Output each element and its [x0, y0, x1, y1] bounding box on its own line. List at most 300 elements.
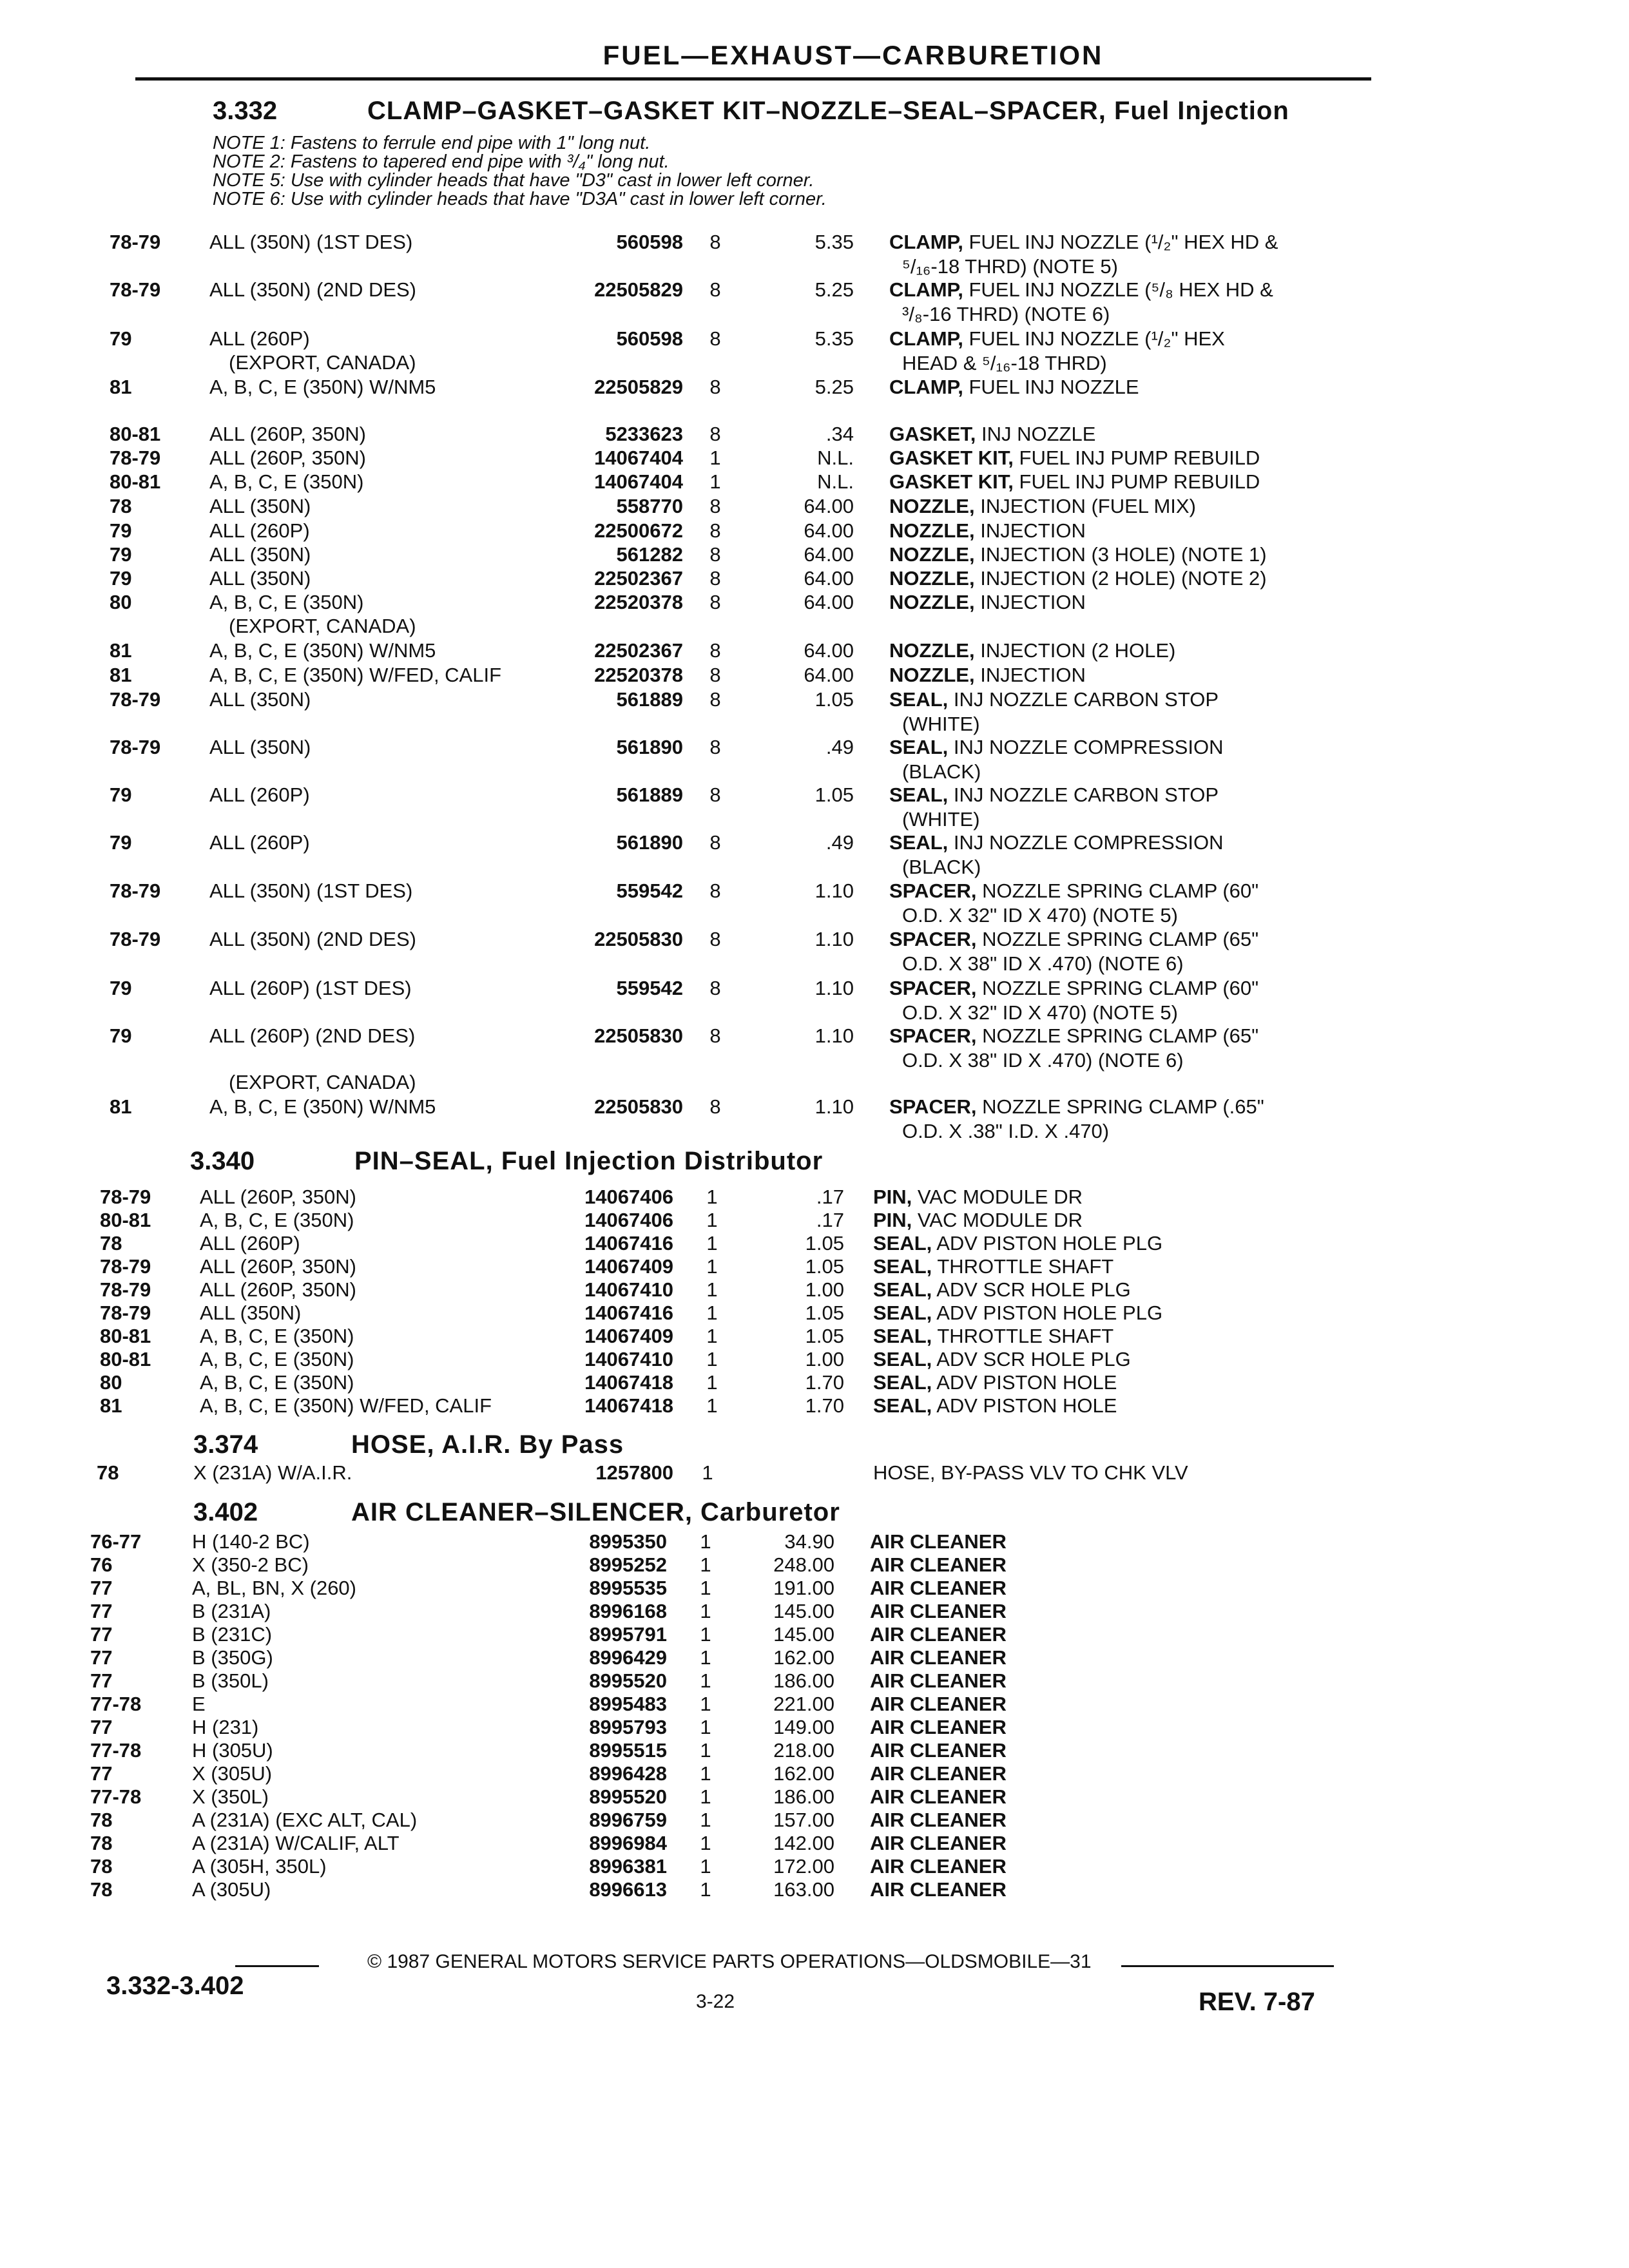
- model-application: A (305U): [192, 1878, 271, 1901]
- parts-row: [0, 1693, 1629, 1716]
- part-name: SEAL,: [873, 1394, 932, 1417]
- model-application: H (140-2 BC): [192, 1530, 310, 1553]
- quantity: 1: [706, 1348, 718, 1370]
- parts-row: [0, 1186, 1629, 1209]
- part-name: GASKET,: [889, 423, 976, 445]
- model-application: ALL (350N): [209, 688, 311, 711]
- model-years: 80: [110, 591, 132, 613]
- parts-row: [0, 1623, 1629, 1646]
- model-application-cont: (EXPORT, CANADA): [229, 615, 416, 637]
- price: 64.00: [804, 567, 854, 590]
- part-name: CLAMP,: [889, 278, 963, 301]
- part-name: PIN,: [873, 1209, 912, 1231]
- price: 1.00: [805, 1278, 844, 1301]
- part-number: 14067404: [594, 447, 683, 469]
- quantity: 1: [700, 1600, 711, 1622]
- section-heading-3374: [193, 1430, 624, 1459]
- price: 1.10: [815, 1095, 854, 1118]
- price: 64.00: [804, 591, 854, 613]
- price: 186.00: [773, 1785, 834, 1808]
- part-description: [870, 1669, 1007, 1693]
- part-detail: INJ NOZZLE CARBON STOP: [948, 783, 1219, 806]
- model-years: 78: [100, 1232, 122, 1254]
- model-years: 78: [110, 495, 132, 517]
- price: 1.05: [815, 688, 854, 711]
- part-description: [889, 567, 1267, 590]
- parts-row: [0, 567, 1629, 590]
- part-number: 561889: [616, 688, 683, 711]
- model-years: 76: [90, 1553, 113, 1576]
- parts-row: [0, 977, 1629, 1024]
- part-detail: FUEL INJ NOZZLE (¹/₂" HEX: [963, 327, 1225, 350]
- part-name: AIR CLEANER: [870, 1646, 1007, 1669]
- price: 149.00: [773, 1716, 834, 1738]
- header-divider: [135, 77, 1371, 81]
- part-name: AIR CLEANER: [870, 1623, 1007, 1646]
- model-years: 77: [90, 1600, 113, 1622]
- part-name: AIR CLEANER: [870, 1878, 1007, 1901]
- quantity: 1: [700, 1669, 711, 1692]
- model-application: A, B, C, E (350N) W/NM5: [209, 376, 436, 398]
- parts-row: [0, 519, 1629, 543]
- part-number: 560598: [616, 231, 683, 253]
- model-application: X (305U): [192, 1762, 273, 1785]
- note-line: NOTE 1: Fastens to ferrule end pipe with 1" long nut.: [213, 133, 651, 153]
- note-line: NOTE 5: Use with cylinder heads that have "D3" cast in lower left corner.: [213, 170, 815, 191]
- parts-row: [0, 1878, 1629, 1901]
- model-application: H (231): [192, 1716, 259, 1738]
- part-number: 14067404: [594, 470, 683, 493]
- part-name: SEAL,: [873, 1255, 932, 1278]
- price: 1.10: [815, 928, 854, 950]
- model-years: 78-79: [110, 879, 161, 902]
- part-detail-cont: ³/₈-16 THRD) (NOTE 6): [902, 303, 1110, 325]
- parts-row: [0, 1855, 1629, 1878]
- part-description: [873, 1348, 1131, 1371]
- part-detail: INJECTION (2 HOLE) (NOTE 2): [974, 567, 1267, 590]
- part-description: [889, 278, 1273, 302]
- price: 64.00: [804, 543, 854, 566]
- model-years: 78-79: [110, 736, 161, 758]
- quantity: 1: [700, 1832, 711, 1854]
- part-detail: INJECTION: [974, 664, 1086, 686]
- model-years: 81: [110, 639, 132, 662]
- part-description: [870, 1693, 1007, 1716]
- price: 64.00: [804, 664, 854, 686]
- part-description: [889, 470, 1260, 494]
- parts-row: [0, 1348, 1629, 1371]
- part-detail-cont: HEAD & ⁵/₁₆-18 THRD): [902, 352, 1107, 374]
- parts-row: [0, 1739, 1629, 1762]
- part-name: GASKET KIT,: [889, 447, 1014, 469]
- part-number: 8996428: [589, 1762, 667, 1785]
- parts-row: [0, 783, 1629, 831]
- quantity: 8: [709, 664, 721, 686]
- parts-row: [0, 1553, 1629, 1577]
- parts-row: [0, 447, 1629, 470]
- parts-row: [0, 831, 1629, 878]
- part-detail: NOZZLE SPRING CLAMP (60": [976, 977, 1259, 999]
- part-name: NOZZLE,: [889, 543, 975, 566]
- quantity: 8: [709, 519, 721, 542]
- model-application: A (231A) W/CALIF, ALT: [192, 1832, 400, 1854]
- part-description: [870, 1646, 1007, 1669]
- part-detail: NOZZLE SPRING CLAMP (65": [976, 1024, 1259, 1047]
- part-number: 561890: [616, 831, 683, 854]
- part-description: [889, 519, 1086, 543]
- part-number: 22505830: [594, 928, 683, 950]
- part-name: CLAMP,: [889, 376, 963, 398]
- part-name: NOZZLE,: [889, 591, 975, 613]
- part-description: [870, 1739, 1007, 1762]
- model-application: ALL (350N) (1ST DES): [209, 879, 413, 902]
- model-years: 81: [100, 1394, 122, 1417]
- quantity: 8: [709, 879, 721, 902]
- parts-row: [0, 1232, 1629, 1255]
- part-detail: INJ NOZZLE: [976, 423, 1096, 445]
- section-number: 3.402: [193, 1498, 258, 1526]
- model-application: ALL (260P): [200, 1232, 300, 1254]
- model-years: 77-78: [90, 1739, 142, 1762]
- part-number: 22505829: [594, 278, 683, 301]
- part-description: [889, 1024, 1258, 1048]
- parts-row: [0, 231, 1629, 278]
- model-application: H (305U): [192, 1739, 273, 1762]
- price: 1.70: [805, 1371, 844, 1394]
- model-years: 79: [110, 327, 132, 350]
- model-application: A, B, C, E (350N) W/NM5: [209, 639, 436, 662]
- model-years: 81: [110, 376, 132, 398]
- quantity: 8: [709, 1024, 721, 1047]
- part-description: [870, 1785, 1007, 1809]
- section-number: 3.332: [213, 97, 278, 125]
- note-line: NOTE 6: Use with cylinder heads that have "D3A" cast in lower left corner.: [213, 189, 827, 209]
- model-years: 78-79: [100, 1186, 151, 1208]
- quantity: 1: [700, 1553, 711, 1576]
- parts-row: [0, 1716, 1629, 1739]
- part-detail: VAC MODULE DR: [912, 1209, 1083, 1231]
- section-heading-3402: [193, 1498, 840, 1527]
- price: 5.35: [815, 327, 854, 350]
- part-number: 8995252: [589, 1553, 667, 1576]
- parts-row: [0, 1209, 1629, 1232]
- part-number: 14067410: [584, 1348, 673, 1370]
- model-years: 76-77: [90, 1530, 142, 1553]
- quantity: 8: [709, 591, 721, 613]
- part-name: CLAMP,: [889, 327, 963, 350]
- model-years: 78-79: [110, 231, 161, 253]
- quantity: 1: [700, 1809, 711, 1831]
- model-years: 79: [110, 783, 132, 806]
- price: 221.00: [773, 1693, 834, 1715]
- price: 145.00: [773, 1623, 834, 1646]
- part-detail: INJECTION (2 HOLE): [974, 639, 1176, 662]
- part-description: [870, 1878, 1007, 1901]
- model-application: ALL (260P, 350N): [209, 423, 367, 445]
- part-name: AIR CLEANER: [870, 1716, 1007, 1738]
- part-description: [870, 1855, 1007, 1878]
- price: 1.05: [805, 1325, 844, 1347]
- part-number: 22502367: [594, 567, 683, 590]
- quantity: 8: [709, 376, 721, 398]
- part-description: [873, 1394, 1117, 1418]
- model-application: X (231A) W/A.I.R.: [193, 1461, 352, 1484]
- model-application: A, B, C, E (350N): [200, 1348, 354, 1370]
- parts-row: [0, 1669, 1629, 1693]
- part-number: 8995791: [589, 1623, 667, 1646]
- part-description: [870, 1762, 1007, 1785]
- model-years: 80-81: [110, 470, 161, 493]
- price: N.L.: [817, 447, 854, 469]
- price: 1.10: [815, 879, 854, 902]
- part-name: SPACER,: [889, 977, 977, 999]
- model-years: 78: [90, 1809, 113, 1831]
- parts-row: [0, 1809, 1629, 1832]
- part-name: AIR CLEANER: [870, 1739, 1007, 1762]
- model-years: 79: [110, 831, 132, 854]
- parts-row: [0, 1762, 1629, 1785]
- model-years: 80: [100, 1371, 122, 1394]
- part-name: AIR CLEANER: [870, 1832, 1007, 1854]
- part-description: [870, 1716, 1007, 1739]
- part-number: 22505829: [594, 376, 683, 398]
- part-detail: INJECTION: [974, 519, 1086, 542]
- part-name: SEAL,: [889, 831, 949, 854]
- model-application: X (350L): [192, 1785, 269, 1808]
- model-years: 77: [90, 1646, 113, 1669]
- section-number: 3.374: [193, 1430, 258, 1459]
- part-detail: FUEL INJ PUMP REBUILD: [1013, 447, 1260, 469]
- part-detail-cont: O.D. X 32" ID X 470) (NOTE 5): [902, 904, 1178, 927]
- quantity: 8: [709, 543, 721, 566]
- model-application: ALL (350N) (2ND DES): [209, 928, 417, 950]
- part-description: [889, 977, 1258, 1000]
- price: 191.00: [773, 1577, 834, 1599]
- part-name: AIR CLEANER: [870, 1693, 1007, 1715]
- part-name: SPACER,: [889, 1024, 977, 1047]
- quantity: 1: [706, 1325, 718, 1347]
- price: 162.00: [773, 1646, 834, 1669]
- part-number: 560598: [616, 327, 683, 350]
- parts-row: [0, 1646, 1629, 1669]
- model-application: A (231A) (EXC ALT, CAL): [192, 1809, 418, 1831]
- model-years: 79: [110, 1024, 132, 1047]
- price: 1.70: [805, 1394, 844, 1417]
- model-application-cont: (EXPORT, CANADA): [229, 351, 416, 374]
- part-name: SEAL,: [873, 1232, 932, 1254]
- model-application: B (231A): [192, 1600, 271, 1622]
- part-name: SEAL,: [873, 1371, 932, 1394]
- part-name: SEAL,: [873, 1325, 932, 1347]
- model-years: 80-81: [100, 1325, 151, 1347]
- part-description: [889, 664, 1086, 687]
- model-application: B (231C): [192, 1623, 273, 1646]
- part-name: AIR CLEANER: [870, 1530, 1007, 1553]
- part-detail: ADV PISTON HOLE: [932, 1394, 1117, 1417]
- parts-row: [0, 1325, 1629, 1348]
- model-years: 77: [90, 1762, 113, 1785]
- part-number: 22502367: [594, 639, 683, 662]
- part-name: SPACER,: [889, 928, 977, 950]
- price: 1.10: [815, 977, 854, 999]
- page-title: FUEL—EXHAUST—CARBURETION: [602, 40, 1104, 70]
- model-years: 80-81: [100, 1348, 151, 1370]
- part-description: [870, 1809, 1007, 1832]
- part-description: [889, 928, 1258, 951]
- model-application: ALL (350N): [209, 567, 311, 590]
- price: 218.00: [773, 1739, 834, 1762]
- parts-row: [0, 423, 1629, 446]
- price: 34.90: [784, 1530, 834, 1553]
- quantity: 8: [709, 423, 721, 445]
- model-years: 77-78: [90, 1785, 142, 1808]
- price: 64.00: [804, 495, 854, 517]
- part-detail: INJECTION: [974, 591, 1086, 613]
- parts-row: [0, 1832, 1629, 1855]
- model-application: A, B, C, E (350N) W/FED, CALIF: [200, 1394, 492, 1417]
- part-name: AIR CLEANER: [870, 1855, 1007, 1878]
- model-years: 80-81: [110, 423, 161, 445]
- quantity: 1: [706, 1209, 718, 1231]
- part-name: SPACER,: [889, 1095, 977, 1118]
- part-detail: INJ NOZZLE COMPRESSION: [948, 831, 1224, 854]
- model-years: 80-81: [100, 1209, 151, 1231]
- quantity: 8: [709, 567, 721, 590]
- part-number: 8995483: [589, 1693, 667, 1715]
- parts-row: [0, 1024, 1629, 1072]
- part-description: [870, 1577, 1007, 1600]
- quantity: 1: [709, 470, 721, 493]
- part-description: [889, 591, 1086, 614]
- part-detail-cont: O.D. X 38" ID X .470) (NOTE 6): [902, 952, 1184, 975]
- quantity: 1: [706, 1302, 718, 1324]
- model-years: 78-79: [110, 688, 161, 711]
- quantity: 8: [709, 495, 721, 517]
- parts-row: [0, 1600, 1629, 1623]
- part-number: 14067416: [584, 1232, 673, 1254]
- part-number: 8996613: [589, 1878, 667, 1901]
- parts-row: [0, 278, 1629, 325]
- quantity: 1: [700, 1739, 711, 1762]
- part-name: AIR CLEANER: [870, 1600, 1007, 1622]
- section-heading-3332: [213, 97, 1289, 126]
- quantity: 1: [706, 1278, 718, 1301]
- price: 186.00: [773, 1669, 834, 1692]
- parts-row: [0, 1577, 1629, 1600]
- part-number: 8995520: [589, 1669, 667, 1692]
- model-years: 79: [110, 519, 132, 542]
- part-detail: THROTTLE SHAFT: [932, 1255, 1114, 1278]
- model-years: 79: [110, 977, 132, 999]
- quantity: 1: [706, 1186, 718, 1208]
- price: 172.00: [773, 1855, 834, 1878]
- part-name: AIR CLEANER: [870, 1669, 1007, 1692]
- part-description: [873, 1209, 1083, 1232]
- price: 1.05: [815, 783, 854, 806]
- part-description: [889, 831, 1223, 854]
- part-number: 561889: [616, 783, 683, 806]
- part-detail: FUEL INJ NOZZLE (⁵/₈ HEX HD &: [963, 278, 1273, 301]
- parts-row: [0, 1071, 1629, 1142]
- part-name: SEAL,: [873, 1278, 932, 1301]
- part-description: [870, 1623, 1007, 1646]
- part-detail: HOSE, BY-PASS VLV TO CHK VLV: [873, 1461, 1188, 1484]
- footer-copyright: © 1987 GENERAL MOTORS SERVICE PARTS OPERATIONS—OLDSMOBILE—31: [367, 1951, 1092, 1972]
- part-number: 561282: [616, 543, 683, 566]
- price: 1.05: [805, 1302, 844, 1324]
- price: 64.00: [804, 639, 854, 662]
- price: 248.00: [773, 1553, 834, 1576]
- quantity: 8: [709, 736, 721, 758]
- quantity: 8: [709, 1095, 721, 1118]
- model-application: ALL (350N) (1ST DES): [209, 231, 413, 253]
- model-application: ALL (350N): [209, 736, 311, 758]
- part-detail: INJECTION (3 HOLE) (NOTE 1): [974, 543, 1267, 566]
- part-number: 8996429: [589, 1646, 667, 1669]
- model-years: 81: [110, 1095, 132, 1118]
- section-heading-3340: [190, 1147, 823, 1176]
- parts-row: [0, 1371, 1629, 1394]
- part-name: SPACER,: [889, 879, 977, 902]
- part-name: GASKET KIT,: [889, 470, 1014, 493]
- model-application: ALL (260P): [209, 519, 310, 542]
- parts-row: [0, 1530, 1629, 1553]
- note-line: NOTE 2: Fastens to tapered end pipe with ³/₄" long nut.: [213, 151, 670, 172]
- part-description: [889, 423, 1095, 446]
- part-number: 8996381: [589, 1855, 667, 1878]
- part-detail: ADV SCR HOLE PLG: [932, 1278, 1131, 1301]
- price: 5.35: [815, 231, 854, 253]
- model-years: 77-78: [90, 1693, 142, 1715]
- part-name: SEAL,: [873, 1302, 932, 1324]
- part-detail-cont: O.D. X 32" ID X 470) (NOTE 5): [902, 1001, 1178, 1024]
- model-years: 78: [90, 1855, 113, 1878]
- quantity: 1: [700, 1646, 711, 1669]
- part-number: 14067410: [584, 1278, 673, 1301]
- part-description: [873, 1371, 1117, 1394]
- part-detail: VAC MODULE DR: [912, 1186, 1083, 1208]
- price: .17: [816, 1209, 844, 1231]
- part-detail: THROTTLE SHAFT: [932, 1325, 1114, 1347]
- part-number: 14067416: [584, 1302, 673, 1324]
- part-detail-cont: (WHITE): [902, 808, 980, 831]
- quantity: 1: [706, 1394, 718, 1417]
- part-detail: INJECTION (FUEL MIX): [974, 495, 1196, 517]
- parts-row: [0, 1461, 1629, 1485]
- model-application: ALL (350N): [209, 543, 311, 566]
- model-application: ALL (260P) (1ST DES): [209, 977, 412, 999]
- model-application: ALL (260P): [209, 327, 310, 350]
- part-description: [889, 447, 1260, 470]
- quantity: 8: [709, 928, 721, 950]
- parts-row: [0, 688, 1629, 735]
- part-name: SEAL,: [889, 688, 949, 711]
- part-number: 8996759: [589, 1809, 667, 1831]
- model-years: 78-79: [110, 928, 161, 950]
- part-name: SEAL,: [873, 1348, 932, 1370]
- price: N.L.: [817, 470, 854, 493]
- part-description: [873, 1278, 1131, 1302]
- part-detail: FUEL INJ NOZZLE (¹/₂" HEX HD &: [963, 231, 1278, 253]
- part-detail: ADV PISTON HOLE: [932, 1371, 1117, 1394]
- model-application: A, B, C, E (350N): [200, 1371, 354, 1394]
- part-name: AIR CLEANER: [870, 1577, 1007, 1599]
- part-description: [873, 1325, 1113, 1348]
- price: 5.25: [815, 376, 854, 398]
- price: 162.00: [773, 1762, 834, 1785]
- part-number: 14067418: [584, 1394, 673, 1417]
- part-number: 22520378: [594, 591, 683, 613]
